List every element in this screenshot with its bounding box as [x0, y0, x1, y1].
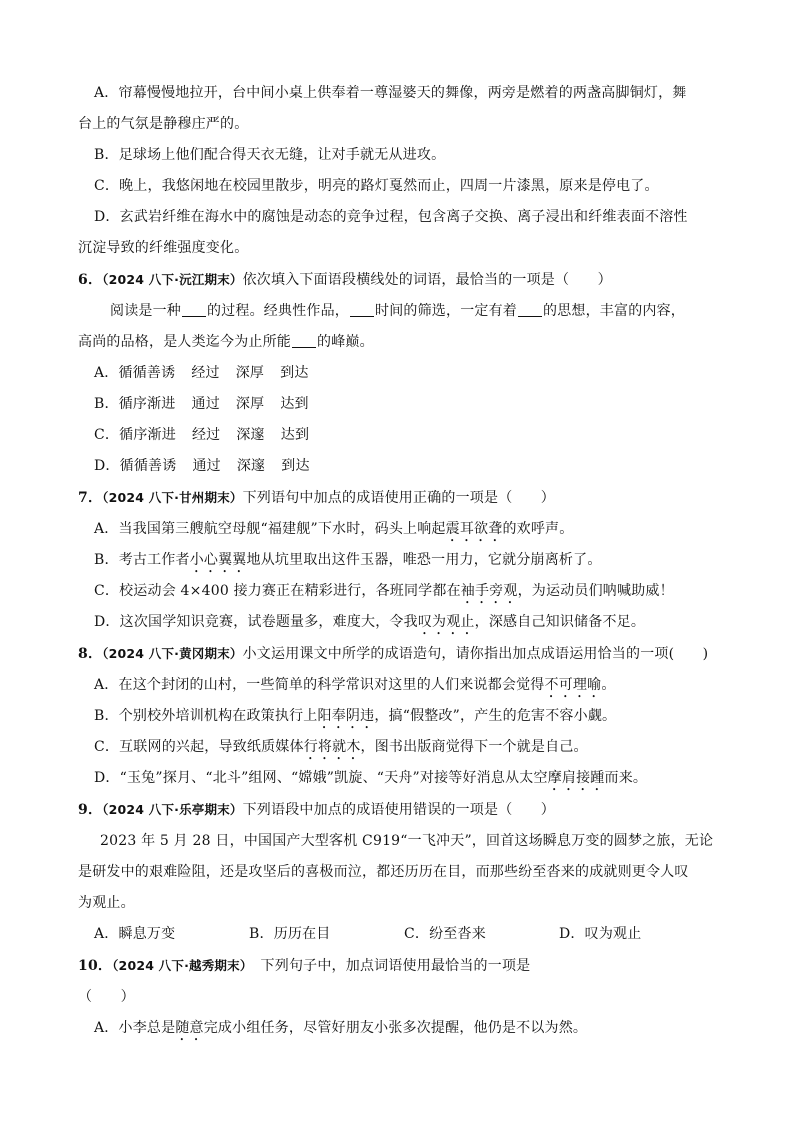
- dotted-idiom: 阳奉阴违: [317, 708, 375, 724]
- option-word: 循序渐进: [119, 427, 176, 443]
- option-text: 完成小组任务，尽管好朋友小张多次提醒，他仍是不以为然。: [203, 1020, 588, 1036]
- option-text: 。: [601, 677, 616, 693]
- option-word: 经过: [191, 427, 221, 443]
- option-word: 到达: [281, 458, 310, 474]
- option-text: B．考古工作者: [94, 552, 190, 568]
- q5-option-c: C．晚上，我悠闲地在校园里散步，明亮的路灯戛然而止，四周一片漆黑，原来是停电了。: [94, 178, 659, 194]
- q9-option-b: B．历历在目: [249, 926, 331, 942]
- question-10: [78, 950, 718, 1044]
- q6-header: [78, 264, 718, 296]
- page-content: [78, 78, 718, 1044]
- q10-number: 10．: [78, 958, 113, 974]
- q10-source: （2024 八下·越秀期末）: [112, 958, 253, 973]
- option-text: A．当我国第三艘航空母舰“福建舰”下水时，码头上响起: [94, 521, 446, 537]
- option-text: A．小李总是: [94, 1020, 176, 1036]
- question-9: [78, 794, 718, 950]
- q6-passage-text: 的过程。经典性作品，: [207, 303, 349, 319]
- option-text: 的欢呼声。: [502, 521, 574, 537]
- q9-option-d: D．叹为观止: [559, 926, 642, 942]
- q8-number: 8．: [78, 646, 103, 662]
- question-6: [78, 264, 718, 482]
- q10-paren: （ ）: [78, 989, 135, 1005]
- option-word: 循序渐进: [118, 396, 176, 412]
- q6-blank-3: [518, 302, 542, 317]
- option-word: 深邃: [236, 427, 265, 443]
- q9-passage-line1: 2023 年 5 月 28 日，中国国产大型客机 C919“一飞冲天”，回首这场瞬息万变的圆梦之旅，无论: [100, 833, 714, 849]
- option-text: D．这次国学知识竞赛，试卷题量多，难度大，令我: [94, 614, 418, 630]
- q6-passage-text: 时间的筛选，一定有着: [375, 303, 517, 319]
- option-word: 达到: [280, 396, 309, 412]
- q9-source: （2024 八下·乐亭期末）: [102, 802, 243, 817]
- option-word: 达到: [280, 427, 310, 443]
- q6-blank-1: [182, 302, 206, 317]
- q8-option-c: [78, 732, 718, 763]
- option-word: 循循善诱: [119, 458, 177, 474]
- q7-stem: 下列语句中加点的成语使用正确的一项是（ ）: [242, 490, 556, 506]
- option-label: D．: [94, 458, 120, 474]
- q7-number: 7．: [78, 490, 103, 506]
- q5-option-d-line1: D．玄武岩纤维在海水中的腐蚀是动态的竞争过程，包含离子交换、离子浸出和纤维表面不溶性: [94, 209, 688, 225]
- q8-option-b: [78, 701, 718, 732]
- q10-stem: 下列句子中，加点词语使用最恰当的一项是: [260, 958, 531, 974]
- option-text: 地从坑里取出这件玉器，唯恐一用力，它就分崩离析了。: [246, 552, 602, 568]
- q8-option-a: [78, 670, 718, 701]
- question-8: [78, 638, 718, 794]
- q7-header: [78, 482, 718, 514]
- q6-option-d: [78, 451, 718, 482]
- option-word: 深厚: [235, 365, 265, 381]
- q8-option-d: [78, 763, 718, 794]
- q9-option-c: C．纷至沓来: [404, 926, 486, 942]
- option-word: 到达: [280, 365, 309, 381]
- option-text: B．个别校外培训机构在政策执行上: [94, 708, 318, 724]
- q5-option-d-line2: 沉淀导致的纤维强度变化。: [78, 240, 249, 256]
- q9-passage-line3: 为观止。: [78, 895, 135, 911]
- option-text: ，图书出版商觉得下一个就是自己。: [360, 739, 588, 755]
- q7-option-c: [78, 576, 718, 607]
- option-word: 经过: [191, 365, 220, 381]
- q6-passage-text: 高尚的品格，是人类迄今为止所能: [78, 334, 291, 350]
- option-text: ，深感自己知识储备不足。: [474, 614, 646, 630]
- dotted-idiom: 叹为观止: [417, 614, 475, 630]
- question-5-options: [78, 78, 718, 264]
- q6-blank-2: [350, 302, 374, 317]
- q6-option-c: [78, 420, 718, 451]
- option-word: 通过: [192, 458, 221, 474]
- q9-passage-line2: 是研发中的艰难险阻，还是攻坚后的喜极而泣，都还历历在目，而那些纷至沓来的成就则更令人叹: [78, 864, 689, 880]
- q5-option-a-line1: A．帘幕慢慢地拉开，台中间小桌上供奉着一尊湿婆天的舞像，两旁是燃着的两盏高脚铜灯，舞: [94, 85, 687, 101]
- q6-option-a: [78, 358, 718, 389]
- q8-source: （2024 八下·黄冈期末）: [102, 646, 243, 661]
- option-label: A．: [94, 365, 119, 381]
- option-text: C．校运动会 4×400 接力赛正在精彩进行，各班同学都在: [94, 583, 461, 599]
- q6-passage-text: 的思想，丰富的内容，: [543, 303, 685, 319]
- option-word: 深厚: [235, 396, 265, 412]
- option-text: ，为运动员们呐喊助威！: [517, 583, 674, 599]
- q6-source: （2024 八下·沅江期末）: [102, 272, 243, 287]
- q10-option-a: [78, 1013, 718, 1044]
- q7-source: （2024 八下·甘州期末）: [102, 490, 243, 505]
- q7-option-a: [78, 514, 718, 545]
- q6-passage-line2: [78, 327, 718, 358]
- option-text: A．在这个封闭的山村，一些简单的科学常识对这里的人们来说都会觉得: [94, 677, 545, 693]
- q6-number: 6．: [78, 272, 103, 288]
- q9-options: [78, 919, 718, 950]
- q5-option-a-line2: 台上的气氛是静穆庄严的。: [78, 116, 249, 132]
- q6-passage-line1: [78, 296, 718, 327]
- option-text: C．互联网的兴起，导致纸质媒体: [94, 739, 304, 755]
- q6-passage-text: 的峰巅。: [317, 334, 374, 350]
- q7-option-b: [78, 545, 718, 576]
- dotted-word: 随意: [175, 1020, 204, 1036]
- q7-option-d: [78, 607, 718, 638]
- option-label: B．: [94, 396, 119, 412]
- q6-passage-text: 阅读是一种: [110, 303, 181, 319]
- q8-header: [78, 638, 718, 670]
- q6-option-b: [78, 389, 718, 420]
- q9-header: [78, 794, 718, 826]
- dotted-idiom: 不可理喻: [544, 677, 602, 693]
- q5-option-b: B．足球场上他们配合得天衣无缝，让对手就无从进攻。: [94, 147, 446, 163]
- q6-blank-4: [292, 333, 316, 348]
- option-label: C．: [94, 427, 120, 443]
- dotted-idiom: 摩肩接踵: [547, 770, 605, 786]
- q8-stem: 小文运用课文中所学的成语造句，请你指出加点成语运用恰当的一项( ): [242, 646, 709, 662]
- dotted-idiom: 震耳欲聋: [445, 521, 503, 537]
- dotted-idiom: 行将就木: [303, 739, 361, 755]
- dotted-idiom: 袖手旁观: [460, 583, 518, 599]
- option-word: 深邃: [236, 458, 266, 474]
- option-word: 通过: [191, 396, 220, 412]
- q10-header: [78, 950, 718, 982]
- dotted-idiom: 小心翼翼: [189, 552, 247, 568]
- option-text: D．“玉兔”探月、“北斗”组网、“嫦娥”凯旋、“天舟”对接等好消息从太空: [94, 770, 548, 786]
- q9-option-a: A．瞬息万变: [94, 926, 176, 942]
- q9-number: 9．: [78, 802, 103, 818]
- option-word: 循循善诱: [118, 365, 176, 381]
- option-text: ，搞“假整改”，产生的危害不容小觑。: [374, 708, 617, 724]
- q9-stem: 下列语段中加点的成语使用错误的一项是（ ）: [242, 802, 556, 818]
- q6-stem: 依次填入下面语段横线处的词语，最恰当的一项是（ ）: [242, 272, 612, 288]
- option-text: 而来。: [604, 770, 648, 786]
- question-7: [78, 482, 718, 638]
